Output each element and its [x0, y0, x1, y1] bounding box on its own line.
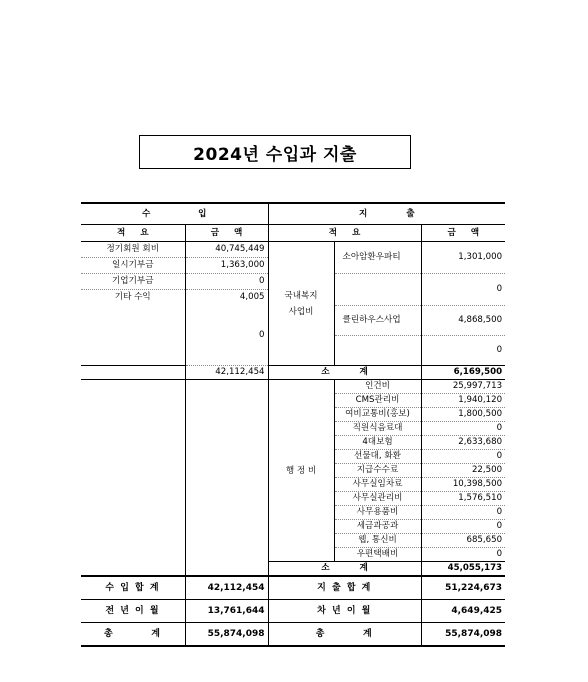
admin-item-label: 4대보험 — [334, 436, 421, 450]
admin-subtotal-label: 소 계 — [268, 562, 421, 577]
admin-item-label: 사무실관리비 — [334, 492, 421, 506]
admin-item-amount: 0 — [421, 548, 505, 562]
totals-row — [81, 623, 505, 647]
carryover-in-amount: 13,761,644 — [185, 600, 268, 623]
income-subtotal: 42,112,454 — [185, 366, 268, 380]
admin-item-label: 사무용품비 — [334, 506, 421, 520]
admin-item-label: 여비교통비(홍보) — [334, 408, 421, 422]
income-label: 기타 수익 — [81, 290, 185, 306]
admin-item-label: 인건비 — [334, 380, 421, 394]
carryover-in-label: 전 년 이 월 — [81, 600, 185, 623]
admin-item-label: 사무실임차료 — [334, 478, 421, 492]
expense-item-header: 적 요 — [268, 225, 421, 242]
admin-item-amount: 0 — [421, 422, 505, 436]
carryover-out-label: 차 년 이 월 — [268, 600, 421, 623]
totals-row — [81, 600, 505, 623]
admin-item-amount: 0 — [421, 520, 505, 534]
grand-total-in-amount: 55,874,098 — [185, 623, 268, 647]
admin-item-amount: 1,940,120 — [421, 394, 505, 408]
welfare-subtotal: 6,169,500 — [421, 366, 505, 380]
welfare-group-label: 국내복지 사업비 — [268, 242, 334, 366]
income-label: 기업기부금 — [81, 274, 185, 290]
admin-item-amount: 685,650 — [421, 534, 505, 548]
welfare-subtotal-label: 소 계 — [268, 366, 421, 380]
admin-item-label: 세금과공과 — [334, 520, 421, 534]
welfare-item-label — [334, 274, 421, 306]
welfare-item-amount: 1,301,000 — [421, 242, 505, 274]
income-label: 일시기부금 — [81, 258, 185, 274]
admin-item-amount: 1,576,510 — [421, 492, 505, 506]
income-amount: 4,005 — [185, 290, 268, 306]
table-row — [81, 380, 505, 394]
expense-amount-header: 금 액 — [421, 225, 505, 242]
expense-header: 지 출 — [268, 203, 505, 225]
welfare-item-amount: 0 — [421, 274, 505, 306]
page-title: 2024년 수입과 지출 — [139, 135, 411, 169]
admin-subtotal: 45,055,173 — [421, 562, 505, 577]
admin-item-label: 선물대, 화환 — [334, 450, 421, 464]
admin-item-amount: 10,398,500 — [421, 478, 505, 492]
income-amount: 40,745,449 — [185, 242, 268, 258]
welfare-item-label: 소아암환우파티 — [334, 242, 421, 274]
table-row — [81, 242, 505, 258]
income-amount: 1,363,000 — [185, 258, 268, 274]
admin-item-label: 지급수수료 — [334, 464, 421, 478]
total-out-label: 지 출 합 계 — [268, 576, 421, 600]
grand-total-in-label: 총 계 — [81, 623, 185, 647]
admin-item-label: CMS관리비 — [334, 394, 421, 408]
admin-item-label: 직원식음료대 — [334, 422, 421, 436]
welfare-item-label: 클린하우스사업 — [334, 305, 421, 335]
income-amount-header: 금 액 — [185, 225, 268, 242]
admin-item-amount: 25,997,713 — [421, 380, 505, 394]
total-in-amount: 42,112,454 — [185, 576, 268, 600]
admin-item-label: 웹, 통신비 — [334, 534, 421, 548]
welfare-item-amount: 4,868,500 — [421, 305, 505, 335]
table-header-main — [81, 203, 505, 225]
table-header-sub — [81, 225, 505, 242]
admin-item-label: 우편택배비 — [334, 548, 421, 562]
income-blank-amount: 0 — [185, 320, 268, 350]
totals-row — [81, 576, 505, 600]
grand-total-out-amount: 55,874,098 — [421, 623, 505, 647]
income-item-header: 적 요 — [81, 225, 185, 242]
welfare-item-amount: 0 — [421, 335, 505, 366]
admin-item-amount: 22,500 — [421, 464, 505, 478]
welfare-subtotal-row — [81, 366, 505, 380]
admin-item-amount: 0 — [421, 506, 505, 520]
income-amount: 0 — [185, 274, 268, 290]
total-out-amount: 51,224,673 — [421, 576, 505, 600]
admin-item-amount: 1,800,500 — [421, 408, 505, 422]
income-header: 수 입 — [81, 203, 268, 225]
income-expense-table — [81, 202, 505, 647]
admin-item-amount: 0 — [421, 450, 505, 464]
total-in-label: 수 입 합 계 — [81, 576, 185, 600]
welfare-item-label — [334, 335, 421, 366]
grand-total-out-label: 총 계 — [268, 623, 421, 647]
carryover-out-amount: 4,649,425 — [421, 600, 505, 623]
admin-item-amount: 2,633,680 — [421, 436, 505, 450]
income-label: 정기회원 회비 — [81, 242, 185, 258]
admin-group-label: 행 정 비 — [268, 380, 334, 562]
